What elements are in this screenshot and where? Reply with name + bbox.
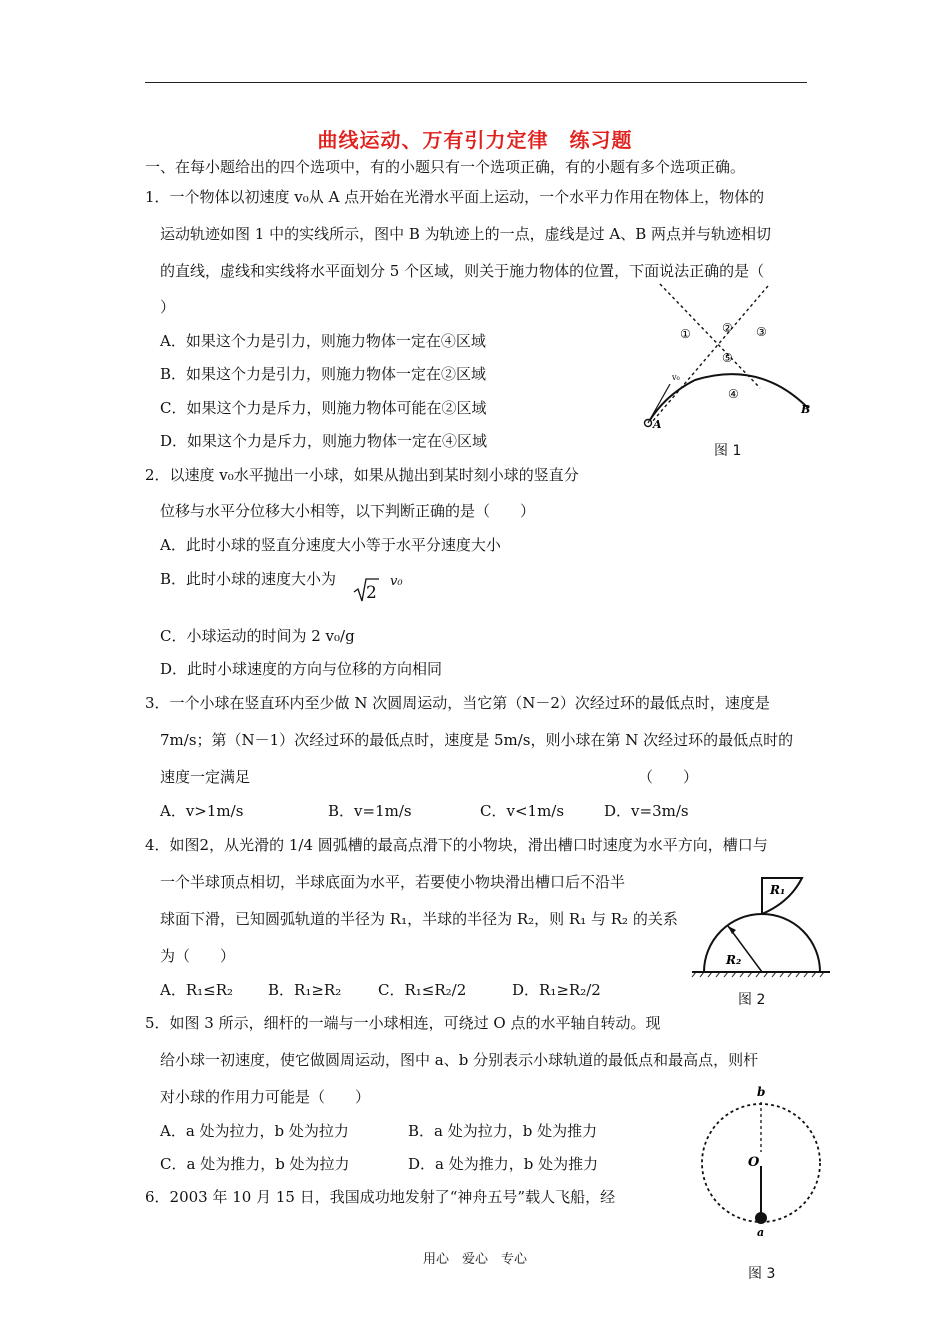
q5-option-d: D．a 处为推力，b 处为推力 [408, 1155, 599, 1173]
q6-line-1: 6．2003 年 10 月 15 日，我国成功地发射了“神舟五号”载人飞船，经 [145, 1188, 616, 1206]
fig1-velocity-label: v₀ [672, 373, 680, 382]
q1-option-a: A．如果这个力是引力，则施力物体一定在④区域 [160, 332, 486, 350]
fig3-point-b: b [757, 1085, 766, 1099]
q3-option-d: D．v=3m/s [604, 802, 689, 820]
q5-line-3: 对小球的作用力可能是（ ） [160, 1088, 371, 1106]
fig1-point-b: B [801, 403, 811, 416]
q3-line-1: 3．一个小球在竖直环内至少做 N 次圆周运动，当它第（N－2）次经过环的最低点时，速度是 [145, 694, 770, 712]
q2-option-d: D．此时小球速度的方向与位移的方向相同 [160, 660, 443, 678]
q4-option-a: A．R₁≤R₂ [160, 981, 234, 999]
fig2-r2-label: R₂ [726, 953, 742, 967]
q4-option-d: D．R₁≥R₂/2 [512, 981, 601, 999]
fig1-region-4: ④ [728, 387, 739, 401]
fig1-region-5: ⑤ [722, 351, 733, 365]
figure-2-caption: 图 2 [738, 992, 766, 1008]
q2-v0-label: v₀ [390, 574, 403, 589]
fig2-r1-label: R₁ [770, 883, 786, 897]
q1-line-1: 1．一个物体以初速度 v₀从 A 点开始在光滑水平面上运动，一个水平力作用在物体上，物体的 [145, 188, 765, 206]
q3-line-3: 速度一定满足 [160, 768, 251, 786]
q1-option-b: B．如果这个力是引力，则施力物体一定在②区域 [160, 365, 487, 383]
q5-line-1: 5．如图 3 所示，细杆的一端与一小球相连，可绕过 O 点的水平轴自转动。现 [145, 1014, 661, 1032]
q4-line-4: 为（ ） [160, 947, 236, 965]
q1-line-3: 的直线，虚线和实线将水平面划分 5 个区域，则关于施力物体的位置，下面说法正确的是（ [160, 262, 765, 280]
fig1-region-1: ① [680, 327, 691, 341]
q5-line-2: 给小球一初速度，使它做圆周运动，图中 a、b 分别表示小球轨道的最低点和最高点，则杆 [160, 1051, 759, 1069]
fig1-region-2: ② [722, 321, 733, 335]
q3-answer-bracket: （ ） [638, 768, 699, 786]
q3-option-a: A．v>1m/s [160, 802, 244, 820]
q4-line-2: 一个半球顶点相切，半球底面为水平，若要使小物块滑出槽口后不沿半 [160, 873, 626, 891]
figure-3-caption: 图 3 [748, 1266, 776, 1282]
q2-line-2: 位移与水平分位移大小相等，以下判断正确的是（ ） [160, 502, 536, 520]
q3-line-2: 7m/s；第（N－1）次经过环的最低点时，速度是 5m/s，则小球在第 N 次经过环的最低点时的 [160, 731, 794, 749]
q2-line-1: 2．以速度 v₀水平抛出一小球，如果从抛出到某时刻小球的竖直分 [145, 466, 579, 484]
q4-line-3: 球面下滑，已知圆弧轨道的半径为 R₁，半球的半径为 R₂，则 R₁ 与 R₂ 的关系 [160, 910, 678, 928]
section-instructions: 一、在每小题给出的四个选项中，有的小题只有一个选项正确，有的小题有多个选项正确。 [145, 158, 746, 176]
q1-line-4: ） [160, 298, 176, 316]
q2-option-b: B．此时小球的速度大小为 [160, 570, 337, 588]
q3-option-c: C．v<1m/s [480, 802, 565, 820]
fig3-point-a: a [757, 1226, 765, 1239]
page-footer: 用心 爱心 专心 [422, 1252, 527, 1267]
header-rule [145, 82, 807, 83]
q4-option-b: B．R₁≥R₂ [268, 981, 342, 999]
q2-option-c: C．小球运动的时间为 2 v₀/g [160, 627, 355, 645]
q3-option-b: B．v=1m/s [328, 802, 412, 820]
q1-line-2: 运动轨迹如图 1 中的实线所示，图中 B 为轨迹上的一点，虚线是过 A、B 两点并与轨迹相切 [160, 225, 772, 243]
figure-1-diagram [640, 280, 825, 450]
figure-2-diagram [690, 868, 835, 978]
q5-option-c: C．a 处为推力，b 处为拉力 [160, 1155, 350, 1173]
q4-option-c: C．R₁≤R₂/2 [378, 981, 467, 999]
figure-1-caption: 图 1 [714, 443, 742, 459]
figure-3-diagram [698, 1080, 828, 1240]
q4-line-1: 4．如图2，从光滑的 1/4 圆弧槽的最高点滑下的小物块，滑出槽口时速度为水平方向，槽口与 [145, 836, 768, 854]
q1-option-c: C．如果这个力是斥力，则施力物体可能在②区域 [160, 399, 487, 417]
q5-option-a: A．a 处为拉力，b 处为拉力 [160, 1122, 349, 1140]
q2-option-a: A．此时小球的竖直分速度大小等于水平分速度大小 [160, 536, 501, 554]
q5-option-b: B．a 处为拉力，b 处为推力 [408, 1122, 598, 1140]
q1-option-d: D．如果这个力是斥力，则施力物体一定在④区域 [160, 432, 488, 450]
sqrt-radicand: 2 [366, 583, 377, 603]
fig1-region-3: ③ [756, 325, 767, 339]
fig3-center-o: O [748, 1155, 760, 1170]
page-title: 曲线运动、万有引力定律 练习题 [317, 128, 633, 152]
fig1-point-a: A [653, 418, 662, 431]
